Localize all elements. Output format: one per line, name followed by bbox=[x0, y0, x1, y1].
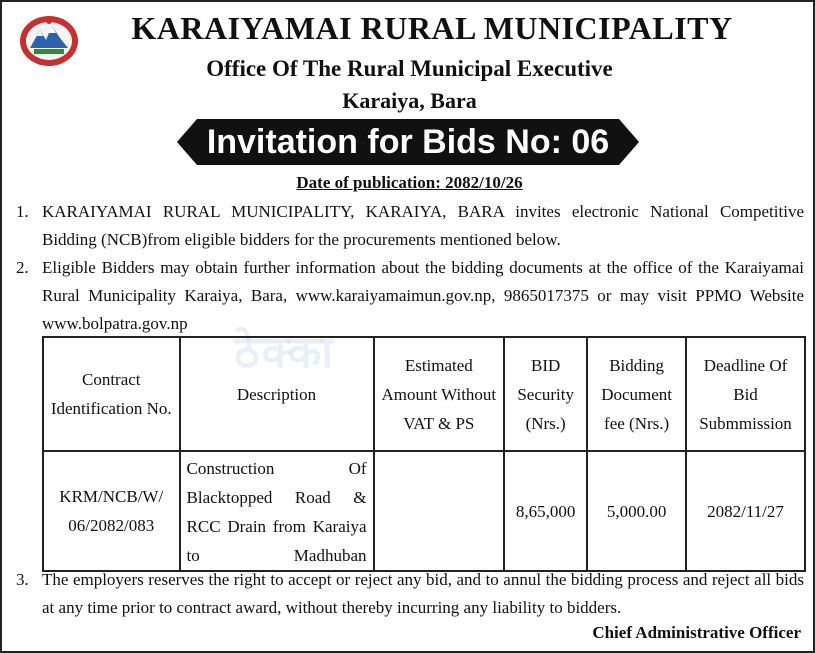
table-row bbox=[43, 451, 805, 571]
table-header-row bbox=[43, 337, 805, 451]
paragraph-text: The employers reserves the right to accept or reject any bid, and to annul the bidding process and reject all bids at any time prior to contract award, without thereby incurring any liability to bidders. bbox=[42, 570, 804, 617]
cell-deadline: 2082/11/27 bbox=[686, 451, 805, 571]
cell-description: Construction Of Blacktopped Road & RCC Drain from Karaiya to Madhuban bbox=[180, 451, 374, 571]
col-description: Description bbox=[180, 337, 374, 451]
paragraph-2 bbox=[16, 254, 804, 338]
col-estimated-amount: Estimated Amount Without VAT & PS bbox=[374, 337, 505, 451]
col-document-fee: Bidding Document fee (Nrs.) bbox=[587, 337, 686, 451]
office-location: Karaiya, Bara bbox=[342, 88, 477, 113]
paragraph-3 bbox=[16, 566, 804, 622]
cell-document-fee: 5,000.00 bbox=[587, 451, 686, 571]
paragraph-text: KARAIYAMAI RURAL MUNICIPALITY, KARAIYA, BARA invites electronic National Competitive Bidding (NCB)from eligible bidders for the procurements mentioned below. bbox=[42, 202, 804, 249]
office-name: Office Of The Rural Municipal Executive bbox=[206, 56, 613, 81]
bid-invitation-banner bbox=[177, 119, 639, 165]
watermark-text: ठेक्का bbox=[234, 327, 335, 378]
col-deadline: Deadline Of Bid Submmission bbox=[686, 337, 805, 451]
paragraph-number: 2. bbox=[16, 258, 29, 277]
signatory-title: Chief Administrative Officer bbox=[592, 623, 801, 642]
col-bid-security: BID Security (Nrs.) bbox=[504, 337, 587, 451]
paragraph-number: 1. bbox=[16, 202, 29, 221]
banner-title: Invitation for Bids No: 06 bbox=[206, 123, 610, 161]
paragraph-text: Eligible Bidders may obtain further information about the bidding documents at the office of the Karaiyamai Rural Municipality Karaiya, Bara, www.karaiyamaimun.gov.np, 9865017375 or may visit PPMO Website www.bolpatra.gov.np bbox=[42, 258, 804, 333]
col-contract-id: Contract Identification No. bbox=[43, 337, 180, 451]
cell-estimated-amount bbox=[374, 451, 505, 571]
cell-bid-security: 8,65,000 bbox=[504, 451, 587, 571]
paragraph-number: 3. bbox=[16, 570, 29, 589]
publication-date: Date of publication: 2082/10/26 bbox=[296, 173, 523, 192]
cell-contract-id: KRM/NCB/W/ 06/2082/083 bbox=[43, 451, 180, 571]
bids-table bbox=[42, 336, 806, 572]
paragraph-1 bbox=[16, 198, 804, 254]
municipality-title: KARAIYAMAI RURAL MUNICIPALITY bbox=[131, 10, 733, 46]
